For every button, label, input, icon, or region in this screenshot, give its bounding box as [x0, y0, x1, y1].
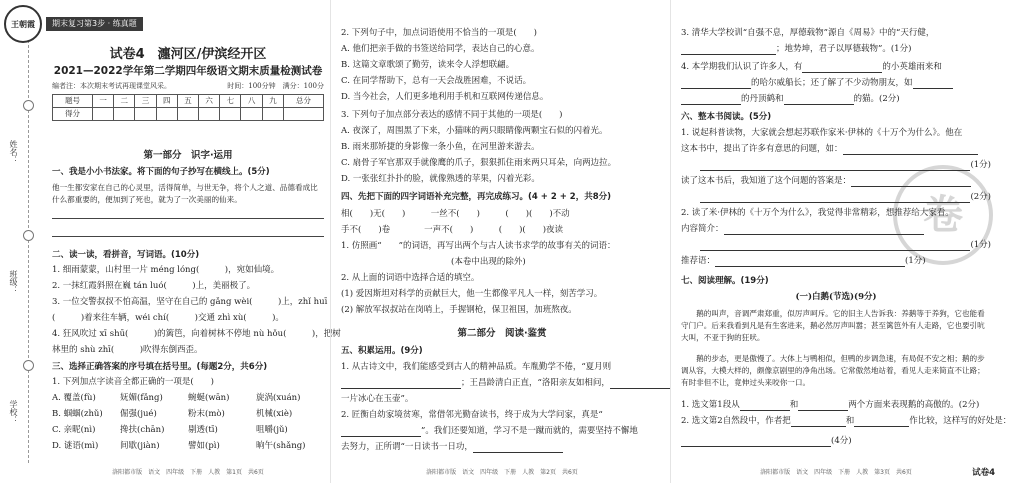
choice-option-d[interactable]: D. 一张张红扑扑的脸，就像熟透的苹果，闪着光彩。	[341, 174, 540, 184]
score-row-label: 得分	[53, 108, 93, 121]
score-header-cell: 四	[156, 95, 177, 108]
writing-line[interactable]	[52, 236, 324, 237]
accumulate-q4	[681, 62, 991, 73]
option-cell: 剔透(tī)	[188, 425, 218, 435]
page-2	[330, 0, 671, 483]
section-3-heading: 三、选择正确答案的序号填在括号里。(每题2分，共6分)	[52, 362, 268, 372]
fill-blank[interactable]	[700, 193, 970, 203]
score-header-cell: 一	[92, 95, 113, 108]
book-q1-answer-line	[681, 192, 991, 203]
section-2-heading: 二、读一读，看拼音，写词语。(10分)	[52, 250, 200, 260]
reading-paragraph-2: 鹅的步态，更是傲慢了。大体上与鸭相似，但鸭的步调急速，有局促不安之相；鹅的步调从容，大模大样的，颇像京剧里的净角出场。它常傲然地站着，看见人走来简直不让路；有时非但不让，竟伸过头来咬你一口。	[681, 354, 985, 387]
accumulate-q4-text: 4. 本学期我们认识了许多人，有	[681, 62, 803, 72]
accumulate-q4-text3: 的哈尔威船长；还了解了不少动物朋友，如	[751, 78, 913, 88]
writing-line[interactable]	[52, 218, 324, 219]
fill-blank[interactable]	[681, 45, 776, 55]
page-footer: 洛阳都市版 语文 四年级 下册 人教 第1页 共6页	[112, 468, 264, 476]
fill-blank[interactable]	[700, 161, 970, 171]
option-cell: 譬如(pì)	[188, 441, 220, 451]
fill-blank[interactable]	[341, 427, 421, 437]
idiom-question-1: 1. 仿照画“ ”的词语，再写出两个与古人读书求学的故事有关的词语：	[341, 241, 616, 251]
book-q2-intro-label: 内容简介：	[681, 224, 724, 234]
option-cell: 晌午(shǎng)	[256, 441, 306, 451]
reading-q2-text: 2. 选文第2自然段中，作者把	[681, 416, 791, 426]
book-q2-recommend	[681, 256, 991, 267]
fill-blank[interactable]	[843, 145, 978, 155]
part-1-heading: 第一部分 识字·运用	[143, 150, 233, 161]
accumulate-q1: 1. 从古诗文中，我们能感受到古人的精神品质。车胤勤学不倦，“夏月则	[341, 362, 612, 372]
points: (1分)	[970, 160, 991, 170]
points: (2分)	[970, 192, 991, 202]
page-footer: 洛阳都市版 语文 四年级 下册 人教 第2页 共6页	[426, 468, 578, 476]
accumulate-q1-end: 一片冰心在玉壶”。	[341, 394, 414, 404]
points: (1分)	[970, 240, 991, 250]
reading-q2	[681, 416, 1011, 427]
choice-option-c[interactable]	[52, 425, 324, 436]
score-cell[interactable]	[283, 108, 323, 121]
exam-subtitle: 2021—2022学年第二学期四年级语文期末质量检测试卷	[53, 65, 323, 77]
section-5-heading: 五、积累运用。(9分)	[341, 346, 423, 356]
binding-hole	[23, 360, 34, 371]
accumulate-q4-end	[681, 94, 991, 105]
choice-question-2: 2. 下列句子中，加点词语使用不恰当的一项是( )	[341, 28, 537, 38]
choice-option-c[interactable]: C. 在同学帮助下，总有一天会战胜困难，不说话。	[341, 76, 532, 86]
fill-blank[interactable]	[700, 241, 970, 251]
pinyin-q4-cont: 林里的 shù zhī( )吹得东倒西歪。	[52, 345, 203, 355]
choice-option-d[interactable]: D. 当今社会，人们更多地利用手机和互联网传递信息。	[341, 92, 549, 102]
fill-blank[interactable]	[784, 95, 854, 105]
reading-q2-answer	[681, 436, 991, 447]
score-cell[interactable]	[114, 108, 135, 121]
score-header-row	[53, 95, 324, 108]
score-header-cell: 六	[199, 95, 220, 108]
score-cell[interactable]	[241, 108, 262, 121]
book-q1-answer-text: 读了这本书后，我知道了这个问题的答案是：	[681, 176, 852, 186]
reading-paragraph-1: 鹅的叫声，音调严肃郑重，似厉声呵斥。它的旧主人告诉我：养鹅等于养狗，它也能看守门户。后来我看到凡是有生客进来，鹅必然厉声叫嚣；甚至篱笆外有人走路，它也要引吭大叫，不亚于狗的狂吠。	[681, 309, 985, 342]
option-cell: 粉末(mò)	[188, 409, 225, 419]
idiom-question-1-note: (本卷中出现的除外)	[451, 257, 526, 267]
score-cell[interactable]	[177, 108, 198, 121]
accumulate-q2-cont	[341, 426, 663, 437]
score-cell[interactable]	[156, 108, 177, 121]
fill-blank[interactable]	[791, 417, 846, 427]
section-6-heading: 六、整本书阅读。(5分)	[681, 112, 772, 122]
points: (1分)	[905, 256, 926, 266]
stamp-text: 卷	[923, 191, 963, 238]
score-header-cell: 总分	[283, 95, 323, 108]
score-header-cell: 题号	[53, 95, 93, 108]
page-1	[0, 0, 341, 483]
score-value-row	[53, 108, 324, 121]
brand-logo	[4, 5, 42, 43]
accumulate-q4-text2: 的小英雄雨来和	[882, 62, 942, 72]
idiom-fill-1: (1) 爱因斯坦对科学的贡献巨大，他一生都像平凡人一样，刻苦学习。	[341, 289, 603, 299]
score-header-cell: 二	[114, 95, 135, 108]
book-q1-text: 这本书中，提出了许多有意思的问题，如：	[681, 144, 843, 154]
class-label: 班级：	[9, 270, 18, 294]
fill-blank[interactable]	[798, 401, 848, 411]
accumulate-q1-cont	[341, 378, 663, 389]
idiom-question-2: 2. 从上面的词语中选择合适的填空。	[341, 273, 480, 283]
section-7-heading: 七、阅读理解。(19分)	[681, 276, 769, 286]
idiom-fill-2: (2) 解放军叔叔站在岗哨上，手握钢枪，保卫祖国，加班熬夜。	[341, 305, 577, 315]
series-label: 期末复习第3步 · 练真题	[46, 17, 143, 32]
option-cell: 蜿蜒(wān)	[188, 393, 230, 403]
book-q2-intro	[681, 224, 991, 235]
reading-q1-text: 1. 选文第1段从	[681, 400, 740, 410]
fill-blank[interactable]	[715, 257, 905, 267]
reading-q1-text2: 和	[789, 400, 799, 410]
fill-blank[interactable]	[681, 79, 751, 89]
pinyin-q4: 4. 狂风吹过 xī shū( )的篱笆，向着树林不停地 nù hǒu( )，把树	[52, 329, 341, 339]
score-cell[interactable]	[262, 108, 283, 121]
page-3-content	[681, 0, 1011, 483]
book-q1-cont	[681, 144, 991, 155]
page-footer: 洛阳都市版 语文 四年级 下册 人教 第3页 共6页	[760, 468, 912, 476]
reading-title: (一)白鹅(节选)(9分)	[795, 292, 877, 302]
accumulate-q3: 3. 清华大学校训“自强不息，厚德载物”源自《周易》中的“天行健，	[681, 28, 935, 38]
option-cell: A. 覆盖(fù)	[52, 393, 96, 403]
option-cell: D. 谜语(mì)	[52, 441, 99, 451]
reading-q1	[681, 400, 991, 411]
fill-blank[interactable]	[341, 379, 461, 389]
score-cell[interactable]	[199, 108, 220, 121]
points: (4分)	[831, 436, 852, 446]
fill-blank[interactable]	[913, 79, 953, 89]
choice-option-a[interactable]: A. 他们把亲手做的书签送给同学，表达自己的心意。	[341, 44, 540, 54]
cut-line	[28, 20, 29, 463]
school-label: 学校：	[9, 400, 18, 424]
binding-margin	[0, 0, 44, 483]
accumulate-q4-text5: 的猫。(2分)	[853, 94, 900, 104]
option-cell: 妩媚(fǎng)	[120, 393, 163, 403]
reading-q1-text3: 两个方面来表现鹅的高傲的。(2分)	[848, 400, 980, 410]
score-header-cell: 三	[135, 95, 156, 108]
book-q2-recommend-label: 推荐语：	[681, 256, 716, 266]
score-cell[interactable]	[220, 108, 241, 121]
book-q1-points	[681, 160, 991, 171]
choice-question-1: 1. 下列加点字读音全都正确的一项是( )	[52, 377, 214, 387]
score-header-cell: 七	[220, 95, 241, 108]
score-header-cell: 八	[241, 95, 262, 108]
pinyin-q1: 1. 细雨蒙蒙，山村里一片 méng lóng( )，宛如仙境。	[52, 265, 280, 275]
accumulate-q2-text: ”。我们还要知道，学习不是一蹴而就的，需要坚持不懈地	[421, 426, 638, 436]
book-q1-answer	[681, 176, 991, 187]
accumulate-q4-cont	[681, 78, 991, 89]
choice-option-c[interactable]: C. 扇骨子军官那双手就像鹰的爪子，狠狠抓住雨来两只耳朵，向两边拉。	[341, 158, 617, 168]
exam-title: 试卷4 瀍河区/伊滨经开区	[109, 47, 267, 62]
section-4-heading: 四、先把下面的四字词语补充完整，再完成练习。(4 + 2 + 2，共8分)	[341, 192, 612, 202]
page-3	[670, 0, 1011, 483]
book-q2-intro-line	[681, 240, 991, 251]
editor-note: 编者注：本次期末考试再现课堂风采。	[52, 82, 171, 90]
fill-blank[interactable]	[473, 443, 563, 453]
reading-q2-text3: 作比较，这样写的好处是：	[909, 416, 1011, 426]
accumulate-q1-text: ；王昌龄清白正直，“洛阳亲友如相问，	[461, 378, 610, 388]
score-header-cell: 五	[177, 95, 198, 108]
choice-option-d[interactable]	[52, 441, 324, 452]
choice-option-a[interactable]	[52, 393, 324, 404]
page-2-content	[341, 0, 663, 483]
accumulate-q2: 2. 匠衡自幼家境贫寒，常借邻光勤奋读书，终于成为大学问家，真是“	[341, 410, 603, 420]
idiom-row-2: 手不( )卷 一声不( ) ( )( )夜读	[341, 225, 564, 235]
pinyin-q3-cont: ( )着来往车辆，wéi chí( )交通 zhì xù( )。	[52, 313, 284, 323]
choice-question-3: 3. 下列句子加点部分表达的感情不同于其他的一项是( )	[341, 110, 563, 120]
fill-blank[interactable]	[724, 225, 924, 235]
accumulate-q4-text4: 的丹顶鹤和	[741, 94, 784, 104]
exam-tag: 试卷4	[972, 467, 995, 478]
reading-q2-text2: 和	[845, 416, 855, 426]
score-cell[interactable]	[135, 108, 156, 121]
pinyin-q3: 3. 一位交警叔叔不怕高温，坚守在自己的 gǎng wèi( )上，zhǐ huī	[52, 297, 328, 307]
idiom-row-1: 相( )无( ) 一丝不( ) ( )( )不动	[341, 209, 570, 219]
fill-blank[interactable]	[740, 401, 790, 411]
option-cell: 间歇(jiàn)	[120, 441, 160, 451]
score-table	[52, 94, 324, 121]
name-label: 姓名：	[9, 140, 18, 164]
option-cell: 咀嚼(jǔ)	[256, 425, 288, 435]
option-cell: 倔强(jué)	[120, 409, 157, 419]
accumulate-q3-text: ；地势坤，君子以厚德载物”。(1分)	[776, 44, 912, 54]
choice-option-b[interactable]	[52, 409, 324, 420]
part-2-heading: 第二部分 阅读·鉴赏	[457, 328, 547, 339]
exam-meta	[52, 82, 324, 91]
copy-passage: 他一生都安家在自己的心灵里，活得简单，与世无争，将个人之道、品德看成比什么都重要的，便加到了死也，就为了一次美丽的仙来。	[52, 183, 318, 205]
book-q1: 1. 说起科普读物，大家就会想起苏联作家米·伊林的《十万个为什么》。他在	[681, 128, 963, 138]
accumulate-q3-cont	[681, 44, 991, 55]
option-cell: 旋涡(xuán)	[256, 393, 301, 403]
score-header-cell: 九	[262, 95, 283, 108]
fill-blank[interactable]	[681, 437, 831, 447]
book-q2: 2. 读了米·伊林的《十万个为什么》，我觉得非常精彩，想推荐给大家看。	[681, 208, 954, 218]
binding-hole	[23, 100, 34, 111]
choice-option-b[interactable]: B. 雨来那矫捷的身影像一条小鱼，在河里游来游去。	[341, 142, 540, 152]
option-cell: B. 蝈蝈(zhǔ)	[52, 409, 103, 419]
score-cell[interactable]	[92, 108, 113, 121]
accumulate-q2-end	[341, 442, 663, 453]
binding-hole	[23, 230, 34, 241]
option-cell: C. 亲昵(nì)	[52, 425, 96, 435]
choice-option-a[interactable]: A. 夜深了，周围黑了下来，小猫咪的两只眼睛像两颗宝石似的闪着光。	[341, 126, 608, 136]
time-score: 时间：100分钟 满分：100分	[227, 82, 324, 90]
fill-blank[interactable]	[610, 379, 670, 389]
page-1-content	[52, 0, 341, 483]
section-1-heading: 一、我是小小书法家。将下面的句子抄写在横线上。(5分)	[52, 167, 270, 177]
accumulate-q2-end-text: 去努力，正所谓“一日读书一日功，	[341, 442, 473, 452]
brand-logo-text: 王朝霞	[11, 18, 35, 29]
pinyin-q2: 2. 一抹红霞斜照在巍 tán luó( )上，美丽极了。	[52, 281, 256, 291]
fill-blank[interactable]	[681, 95, 741, 105]
fill-blank[interactable]	[854, 417, 909, 427]
choice-option-b[interactable]: B. 这篇文章歌颂了勤劳，读来令人浮想联翩。	[341, 60, 515, 70]
fill-blank[interactable]	[802, 63, 882, 73]
option-cell: 机械(xiè)	[256, 409, 293, 419]
fill-blank[interactable]	[851, 177, 971, 187]
option-cell: 搀扶(chān)	[120, 425, 165, 435]
